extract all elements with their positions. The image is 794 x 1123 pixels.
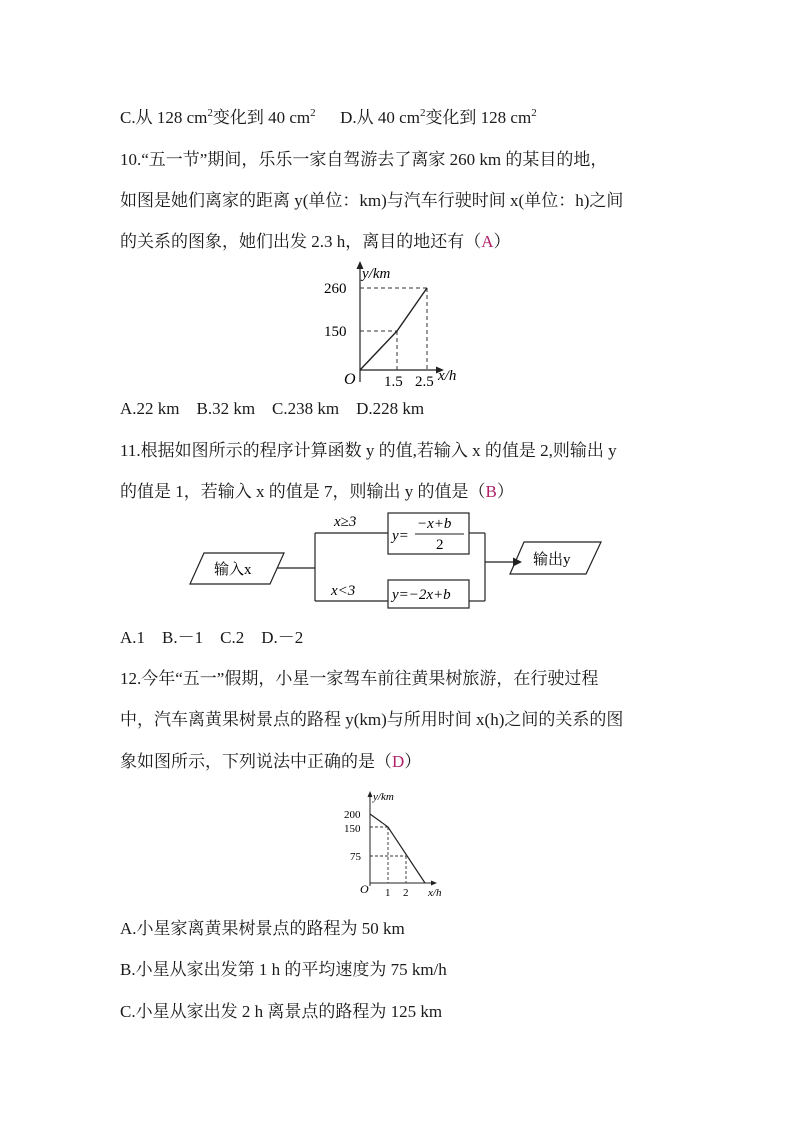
q12-option-a: A.小星家离黄果树景点的路程为 50 km: [120, 919, 405, 938]
q10-stem-line1: 10.“五一节”期间，乐乐一家自驾游去了离家 260 km 的某目的地，: [120, 150, 608, 169]
q11-options: A.1 B.－1 C.2 D.－2: [120, 628, 304, 647]
q10-y-tick-150: 150: [324, 324, 347, 340]
q9-option-c: C.从 128 $cm^2$变化到 40 $cm^2$: [120, 107, 316, 127]
q10-distance-line: [360, 288, 427, 370]
q11-flowchart: [188, 506, 618, 610]
q11-formula-top-num: −x+b: [417, 516, 452, 532]
q11-formula-top-den: 2: [436, 537, 444, 553]
q10-stem-line3: 的关系的图象，她们出发 2.3 h，离目的地还有（A）: [120, 232, 511, 251]
q12-option-c: C.小星从家出发 2 h 离景点的路程为 125 km: [120, 1002, 443, 1021]
q10-origin: O: [344, 371, 356, 388]
q12-y-tick-200: 200: [344, 809, 361, 821]
q10-y-tick-260: 260: [324, 281, 347, 297]
q11-formula-bottom: y=−2x+b: [392, 587, 451, 603]
q12-stem-line2: 中，汽车离黄果树景点的路程 y(km)与所用时间 x(h)之间的关系的图: [120, 710, 624, 729]
q10-answer: A: [481, 232, 494, 251]
q12-x-tick-1: 1: [385, 887, 391, 899]
q12-option-b: B.小星从家出发第 1 h 的平均速度为 75 km/h: [120, 960, 447, 979]
q12-y-tick-150: 150: [344, 823, 361, 835]
q12-y-tick-75: 75: [350, 851, 361, 863]
q10-options: A.22 km B.32 km C.238 km D.228 km: [120, 399, 425, 418]
q12-x-arrow: [431, 881, 437, 886]
q12-y-arrow: [368, 791, 373, 797]
q12-stem-line1: 12.今年“五一”假期，小星一家驾车前往黄果树旅游，在行驶过程: [120, 669, 599, 688]
q11-formula-top-left: y=: [392, 528, 409, 544]
q12-distance-graph: [338, 786, 458, 900]
q10-x-tick-1.5: 1.5: [384, 374, 403, 390]
q12-x-tick-2: 2: [403, 887, 409, 899]
q10-y-label: y/km: [362, 266, 391, 282]
q12-x-label: x/h: [428, 887, 442, 899]
q11-stem-line2: 的值是 1，若输入 x 的值是 7，则输出 y 的值是（B）: [120, 482, 514, 501]
q10-x-tick-2.5: 2.5: [415, 374, 434, 390]
q11-input-label: 输入x: [214, 562, 252, 578]
q10-stem-line2: 如图是她们离家的距离 y(单位：km)与汽车行驶时间 x(单位：h)之间: [120, 191, 624, 210]
q12-distance-line: [370, 814, 425, 883]
q10-distance-graph: [318, 258, 478, 390]
q9-options: [120, 106, 537, 130]
q11-answer: B: [485, 482, 497, 501]
q12-stem-line3: 象如图所示，下列说法中正确的是（D）: [120, 752, 422, 771]
q9-option-d: D.从 40 $cm^2$变化到 128 $cm^2$: [340, 107, 537, 127]
q12-answer: D: [392, 752, 405, 771]
q11-stem-line1: 11.根据如图所示的程序计算函数 y 的值,若输入 x 的值是 2,则输出 y: [120, 441, 617, 460]
q10-x-label: x/h: [438, 368, 457, 384]
q12-y-label: y/km: [373, 791, 394, 803]
q11-cond-top: x≥3: [334, 514, 357, 530]
q11-output-label: 输出y: [533, 552, 571, 568]
q12-origin: O: [360, 882, 369, 896]
q11-cond-bottom: x<3: [331, 583, 356, 599]
